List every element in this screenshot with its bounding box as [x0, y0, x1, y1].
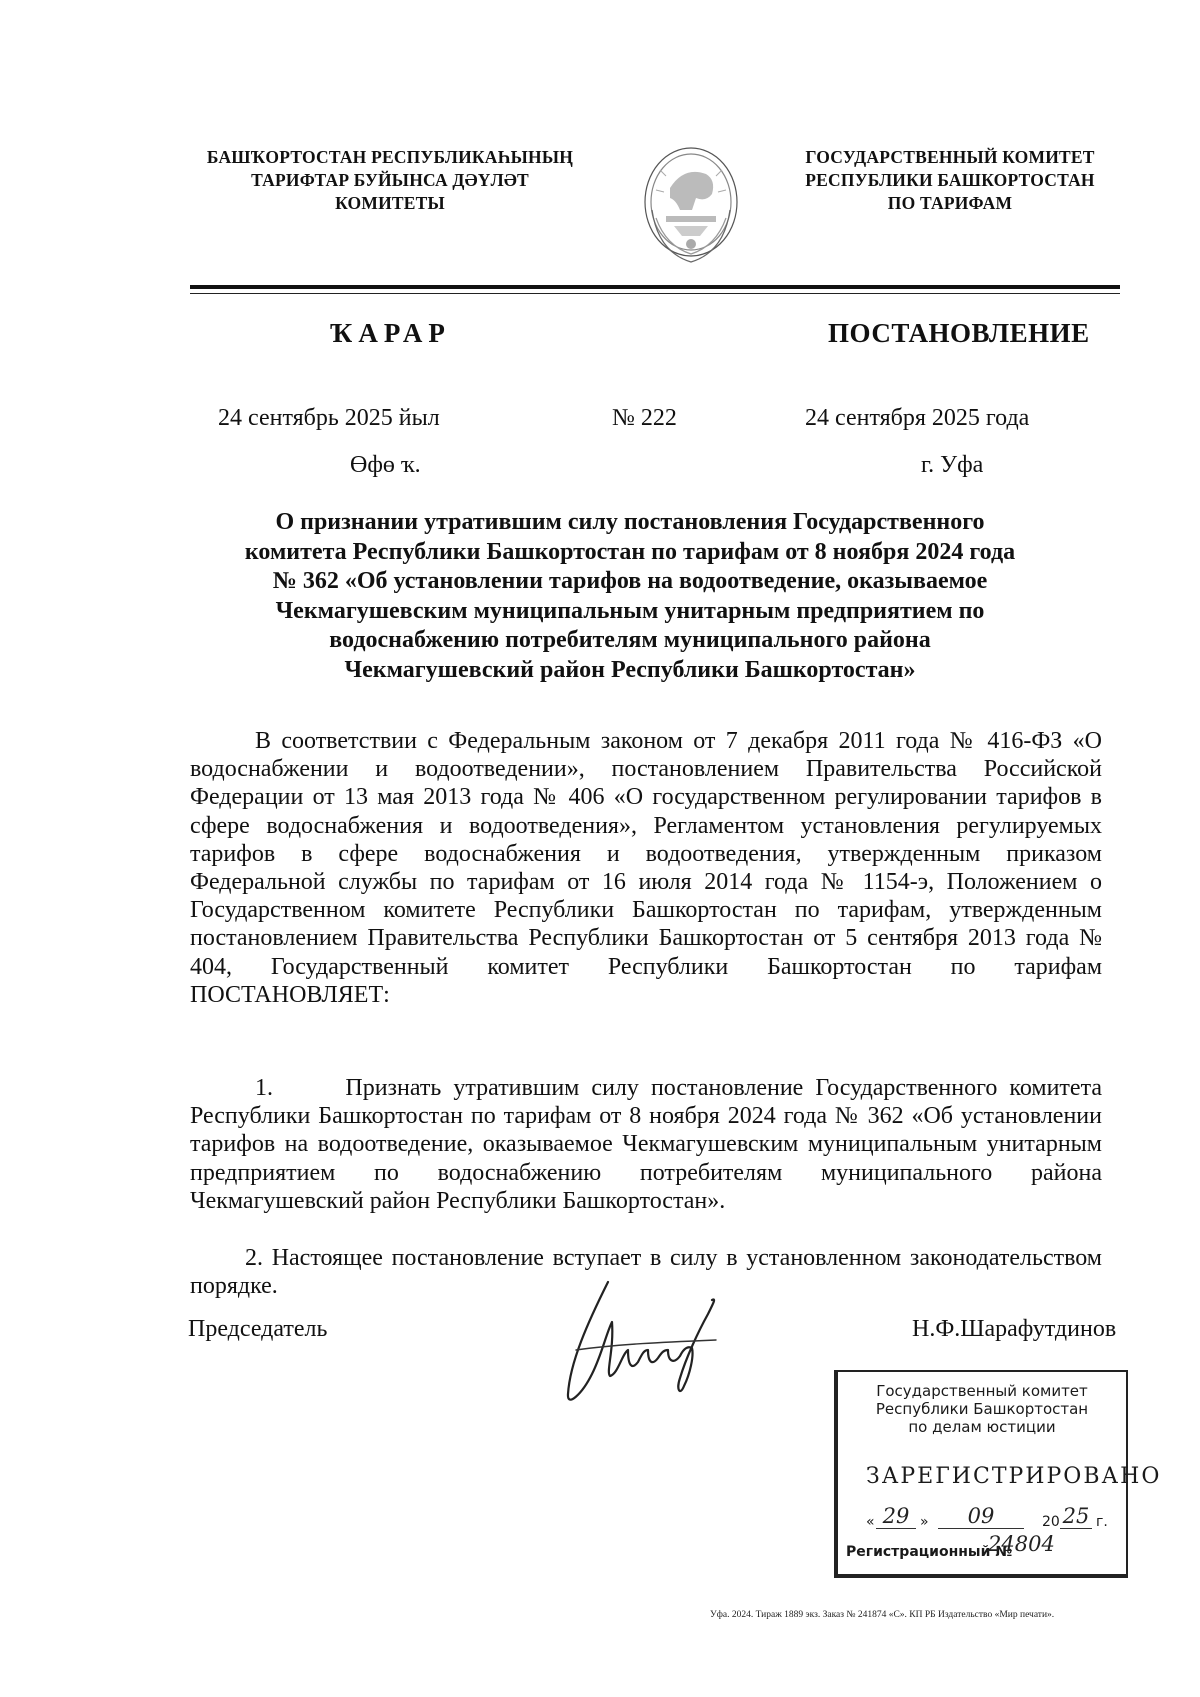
doc-type-bashkir: ҠАРАР — [330, 318, 451, 348]
stamp-year-prefix: 20 — [1042, 1514, 1060, 1530]
stamp-reg-number: 24804 — [988, 1532, 1055, 1556]
stamp-org-line: Республики Башкортостан — [875, 1400, 1089, 1418]
stamp-org-line: по делам юстиции — [908, 1418, 1056, 1436]
title-line: комитета Республики Башкортостан по тарифам от 8 ноября 2024 года — [244, 538, 1016, 565]
item-text: Признать утратившим силу постановление Государственного комитета Республики Башкортостан по тарифам от 8 ноября 2024 года № 362 «Об установлении тарифов на водоотведение, оказываемое Чекмагушевским муниципальным унитарным предприятием по водоснабжению потребителям муниципального района Чекмагушевский район Республики Башкортостан». — [190, 1075, 1102, 1214]
resolution-item-1 — [190, 1074, 1102, 1215]
city-bashkir: Өфө ҡ. — [350, 452, 421, 478]
date-bashkir: 24 сентябрь 2025 йыл — [218, 405, 440, 431]
issuer-bashkir-line: БАШҠОРТОСТАН РЕСПУБЛИКАҺЫНЫҢ — [206, 147, 574, 167]
stamp-month: 09 — [938, 1504, 1024, 1529]
title-line: Чекмагушевским муниципальным унитарным предприятием по — [275, 597, 985, 624]
issuer-russian-line: ПО ТАРИФАМ — [887, 193, 1013, 213]
doc-type-russian: ПОСТАНОВЛЕНИЕ — [828, 318, 1090, 348]
stamp-year-unit: г. — [1096, 1514, 1108, 1530]
handwritten-signature-icon — [548, 1262, 728, 1412]
signer-role: Председатель — [188, 1316, 328, 1342]
issuer-bashkir-line: ТАРИФТАР БУЙЫНСА ДӘҮЛӘТ — [251, 170, 529, 190]
stamp-day: 29 — [876, 1504, 916, 1529]
preamble-paragraph: В соответствии с Федеральным законом от 7 декабря 2011 года № 416-ФЗ «О водоснабжении и водоотведении», постановлением Правительства Российской Федерации от 13 мая 2013 года № 406 «О государственном регулировании тарифов в сфере водоснабжения и водоотведения», Регламентом установления регулируемых тарифов в сфере водоснабжения и водоотведения, утвержденным приказом Федеральной службы по тарифам от 16 июля 2014 года № 1154-э, Положением о Государственном комитете Республики Башкортостан по тарифам, утвержденным постановлением Правительства Республики Башкортостан от 5 сентября 2013 года № 404, Государственный комитет Республики Башкортостан по тарифам ПОСТАНОВЛЯЕТ: — [190, 728, 1102, 1008]
title-line: водоснабжению потребителям муниципального района — [329, 627, 931, 653]
stamp-organization — [838, 1382, 1126, 1436]
header-divider-thin — [190, 293, 1120, 294]
item-number: 1. — [255, 1075, 273, 1101]
stamp-quote-open: « — [866, 1514, 875, 1530]
stamp-org-line: Государственный комитет — [876, 1382, 1088, 1400]
resolution-item-2: 2. Настоящее постановление вступает в силу в установленном законодательством порядке. — [190, 1245, 1102, 1300]
stamp-status: ЗАРЕГИСТРИРОВАНО — [866, 1464, 1162, 1489]
issuer-russian-line: РЕСПУБЛИКИ БАШКОРТОСТАН — [805, 170, 1095, 190]
issuer-russian — [760, 146, 1140, 215]
stamp-quote-close: » — [920, 1514, 929, 1530]
document-number: № 222 — [612, 405, 677, 431]
issuer-bashkir — [170, 146, 610, 215]
print-imprint: Уфа. 2024. Тираж 1889 экз. Заказ № 241874 «С». КП РБ Издательство «Мир печати». — [710, 1610, 1055, 1620]
title-line: Чекмагушевский район Республики Башкортостан» — [344, 656, 916, 683]
issuer-bashkir-line: КОМИТЕТЫ — [335, 193, 445, 213]
issuer-russian-line: ГОСУДАРСТВЕННЫЙ КОМИТЕТ — [805, 147, 1095, 167]
title-line: № 362 «Об установлении тарифов на водоотведение, оказываемое — [272, 568, 988, 594]
city-russian: г. Уфа — [921, 452, 984, 478]
date-russian: 24 сентября 2025 года — [805, 405, 1030, 431]
stamp-reg-label: Регистрационный № — [846, 1544, 1013, 1560]
title-line: О признании утратившим силу постановления Государственного — [275, 509, 985, 535]
stamp-year-suffix: 25 — [1060, 1504, 1092, 1529]
stamp-date — [866, 1504, 1116, 1534]
header-divider-thick — [190, 285, 1120, 289]
registration-stamp — [834, 1370, 1162, 1578]
signer-name: Н.Ф.Шарафутдинов — [912, 1316, 1117, 1342]
coat-of-arms-icon — [636, 140, 746, 280]
document-title — [180, 508, 1080, 685]
